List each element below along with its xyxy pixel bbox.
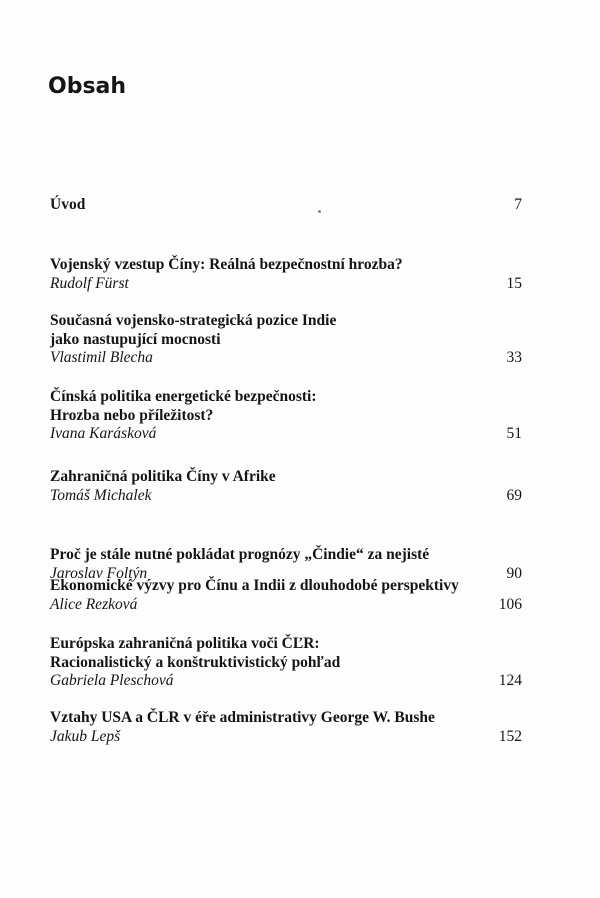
entry-title: Zahraničná politika Číny v Afrike	[50, 468, 276, 485]
entry-page: 106	[498, 595, 522, 613]
entry-title: Proč je stále nutné pokládat prognózy „Čindie“ za nejisté	[50, 546, 430, 563]
toc-entry[interactable]	[50, 196, 522, 215]
entry-page: 124	[498, 672, 522, 689]
entry-title: Vztahy USA a ČLR v éře administrativy George W. Bushe	[50, 709, 435, 726]
toc-entry[interactable]	[50, 635, 522, 691]
entry-title: Európska zahraničná politika voči ČĽR:	[50, 635, 320, 652]
toc-entry[interactable]	[50, 312, 522, 368]
entry-title: jako nastupující mocnosti	[50, 330, 221, 348]
entry-title: Racionalistický a konštruktivistický pohľad	[50, 653, 341, 671]
entry-page: 152	[498, 727, 522, 745]
entry-author: Gabriela Pleschová	[50, 672, 174, 689]
entry-author: Ivana Karásková	[50, 425, 157, 442]
toc-entry[interactable]	[50, 468, 522, 505]
entry-page: 33	[506, 349, 522, 366]
toc-entry[interactable]	[50, 388, 522, 444]
entry-author: Vlastimil Blecha	[50, 349, 153, 366]
entry-title: Úvod	[50, 196, 86, 213]
toc-entry[interactable]	[50, 256, 522, 293]
scan-speck	[318, 210, 321, 213]
entry-author: Jaroslav Foltýn	[50, 564, 148, 582]
toc-entry[interactable]	[50, 709, 522, 746]
entry-page: 90	[506, 564, 522, 582]
entry-title: Hrozba nebo příležitost?	[50, 406, 214, 424]
entry-page: 15	[506, 274, 522, 292]
entry-author: Alice Rezková	[50, 595, 138, 613]
entry-author: Rudolf Fürst	[50, 274, 129, 292]
entry-title: Vojenský vzestup Číny: Reálná bezpečnostní hrozba?	[50, 256, 403, 273]
entry-author: Jakub Lepš	[50, 727, 121, 745]
entry-title: Čínská politika energetické bezpečnosti:	[50, 388, 317, 405]
page-title: Obsah	[48, 74, 127, 99]
entry-title: Současná vojensko-strategická pozice Indie	[50, 312, 337, 329]
entry-page: 51	[506, 425, 522, 442]
entry-page: 69	[506, 486, 522, 504]
entry-page: 7	[514, 196, 522, 213]
toc-entry[interactable]	[50, 577, 522, 614]
entry-author: Tomáš Michalek	[50, 486, 152, 504]
entry-title: Ekonomické výzvy pro Čínu a Indii z dlouhodobé perspektivy	[50, 577, 459, 594]
